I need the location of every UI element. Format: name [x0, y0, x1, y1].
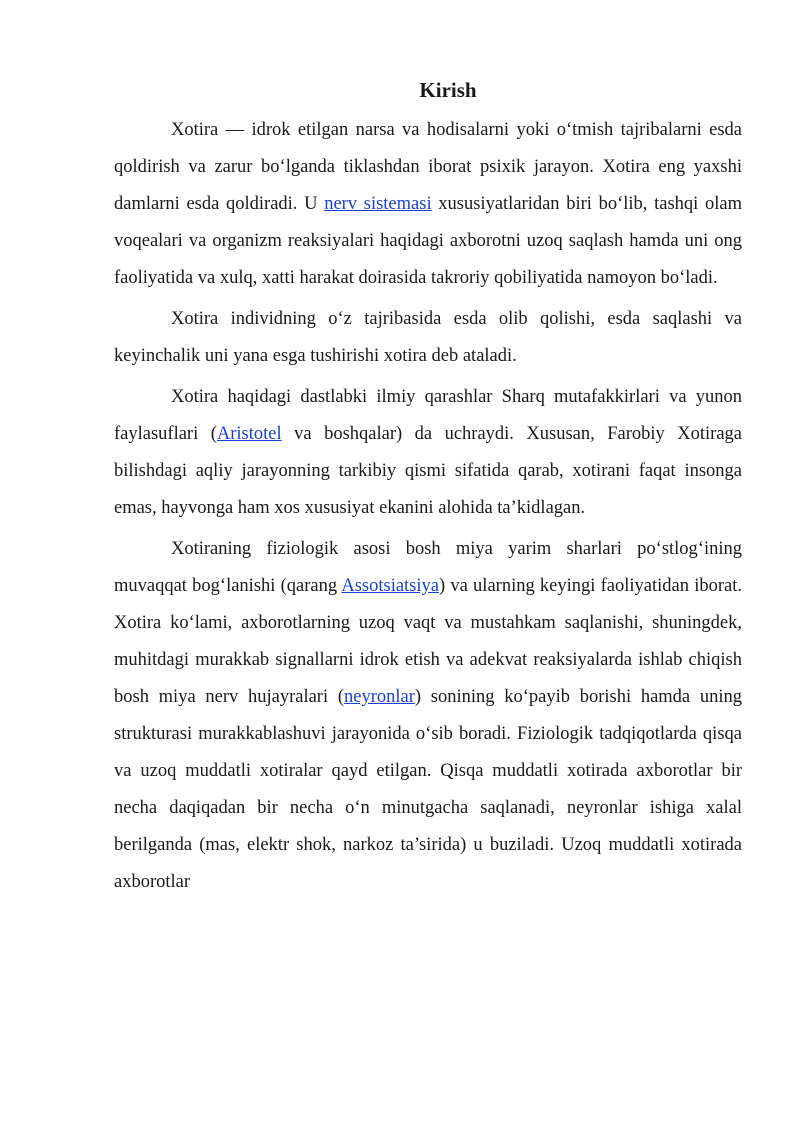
paragraph-text: ) sonining ko‘payib borishi hamda uning strukturasi murakkablashuvi jarayonida o‘sib boradi. Fiziologik tadqiqotlarda qisqa va uzoq muddatli xotiralar qayd etilgan. Qisqa muddatli xotirada axborotlar bir necha daqiqadan bir necha o‘n minutgacha saqlanadi, neyronlar ishiga xalal berilganda (mas, elektr shok, narkoz ta’sirida) u buziladi. Uzoq muddatli xotirada axborotlar — [114, 687, 742, 892]
paragraph-text: xususiyatlaridan biri bo‘lib, tashqi olam voqealari va organizm reaksiyalari haqidagi axborotni uzoq saqlash hamda uni ong faoliyatida va xulq, xatti harakat doirasida takroriy qobiliyatida namoyon bo‘ladi. — [114, 194, 743, 288]
link-neyronlar[interactable]: neyronlar — [344, 687, 415, 707]
paragraph-4 — [114, 531, 742, 901]
paragraph-2 — [114, 301, 742, 375]
paragraph-text: Xotira haqidagi dastlabki ilmiy qarashlar Sharq mutafakkirlari va yunon faylasuflari ( — [114, 387, 742, 444]
paragraph-text: Xotiraning fiziologik asosi bosh miya yarim sharlari po‘stlog‘ining muvaqqat bog‘lanishi (qarang — [114, 539, 742, 596]
document-page — [114, 70, 742, 905]
paragraph-text: Xotira — idrok etilgan narsa va hodisalarni yoki o‘tmish tajribalarni esda qoldirish va zarur bo‘lganda tiklashdan iborat psixik jarayon. Xotira eng yaxshi damlarni esda qoldiradi. U — [114, 120, 742, 214]
paragraph-text: va boshqalar) da uchraydi. Xususan, Farobiy Xotiraga bilishdagi aqliy jarayonning tarkibiy qismi sifatida qarab, xotirani faqat insonga emas, hayvonga ham xos xususiyat ekanini alohida ta’kidlagan. — [114, 424, 742, 518]
page-title: Kirish — [419, 78, 477, 102]
paragraph-text: ) va ularning keyingi faoliyatidan iborat. Xotira ko‘lami, axborotlarning uzoq vaqt va mustahkam saqlanishi, shuningdek, muhitdagi murakkab signallarni idrok etish va adekvat reaksiyalarda ishlab chiqish bosh miya nerv hujayralari ( — [114, 576, 742, 707]
paragraph-3 — [114, 379, 742, 527]
link-aristotel[interactable]: Aristotel — [216, 424, 282, 444]
link-assotsiatsiya[interactable]: Assotsiatsiya — [341, 576, 439, 596]
paragraph-1 — [114, 112, 742, 297]
link-nerv-sistemasi[interactable]: nerv sistemasi — [324, 194, 432, 214]
paragraph-text: Xotira individning o‘z tajribasida esda olib qolishi, esda saqlashi va keyinchalik uni yana esga tushirishi xotira deb ataladi. — [114, 309, 742, 366]
